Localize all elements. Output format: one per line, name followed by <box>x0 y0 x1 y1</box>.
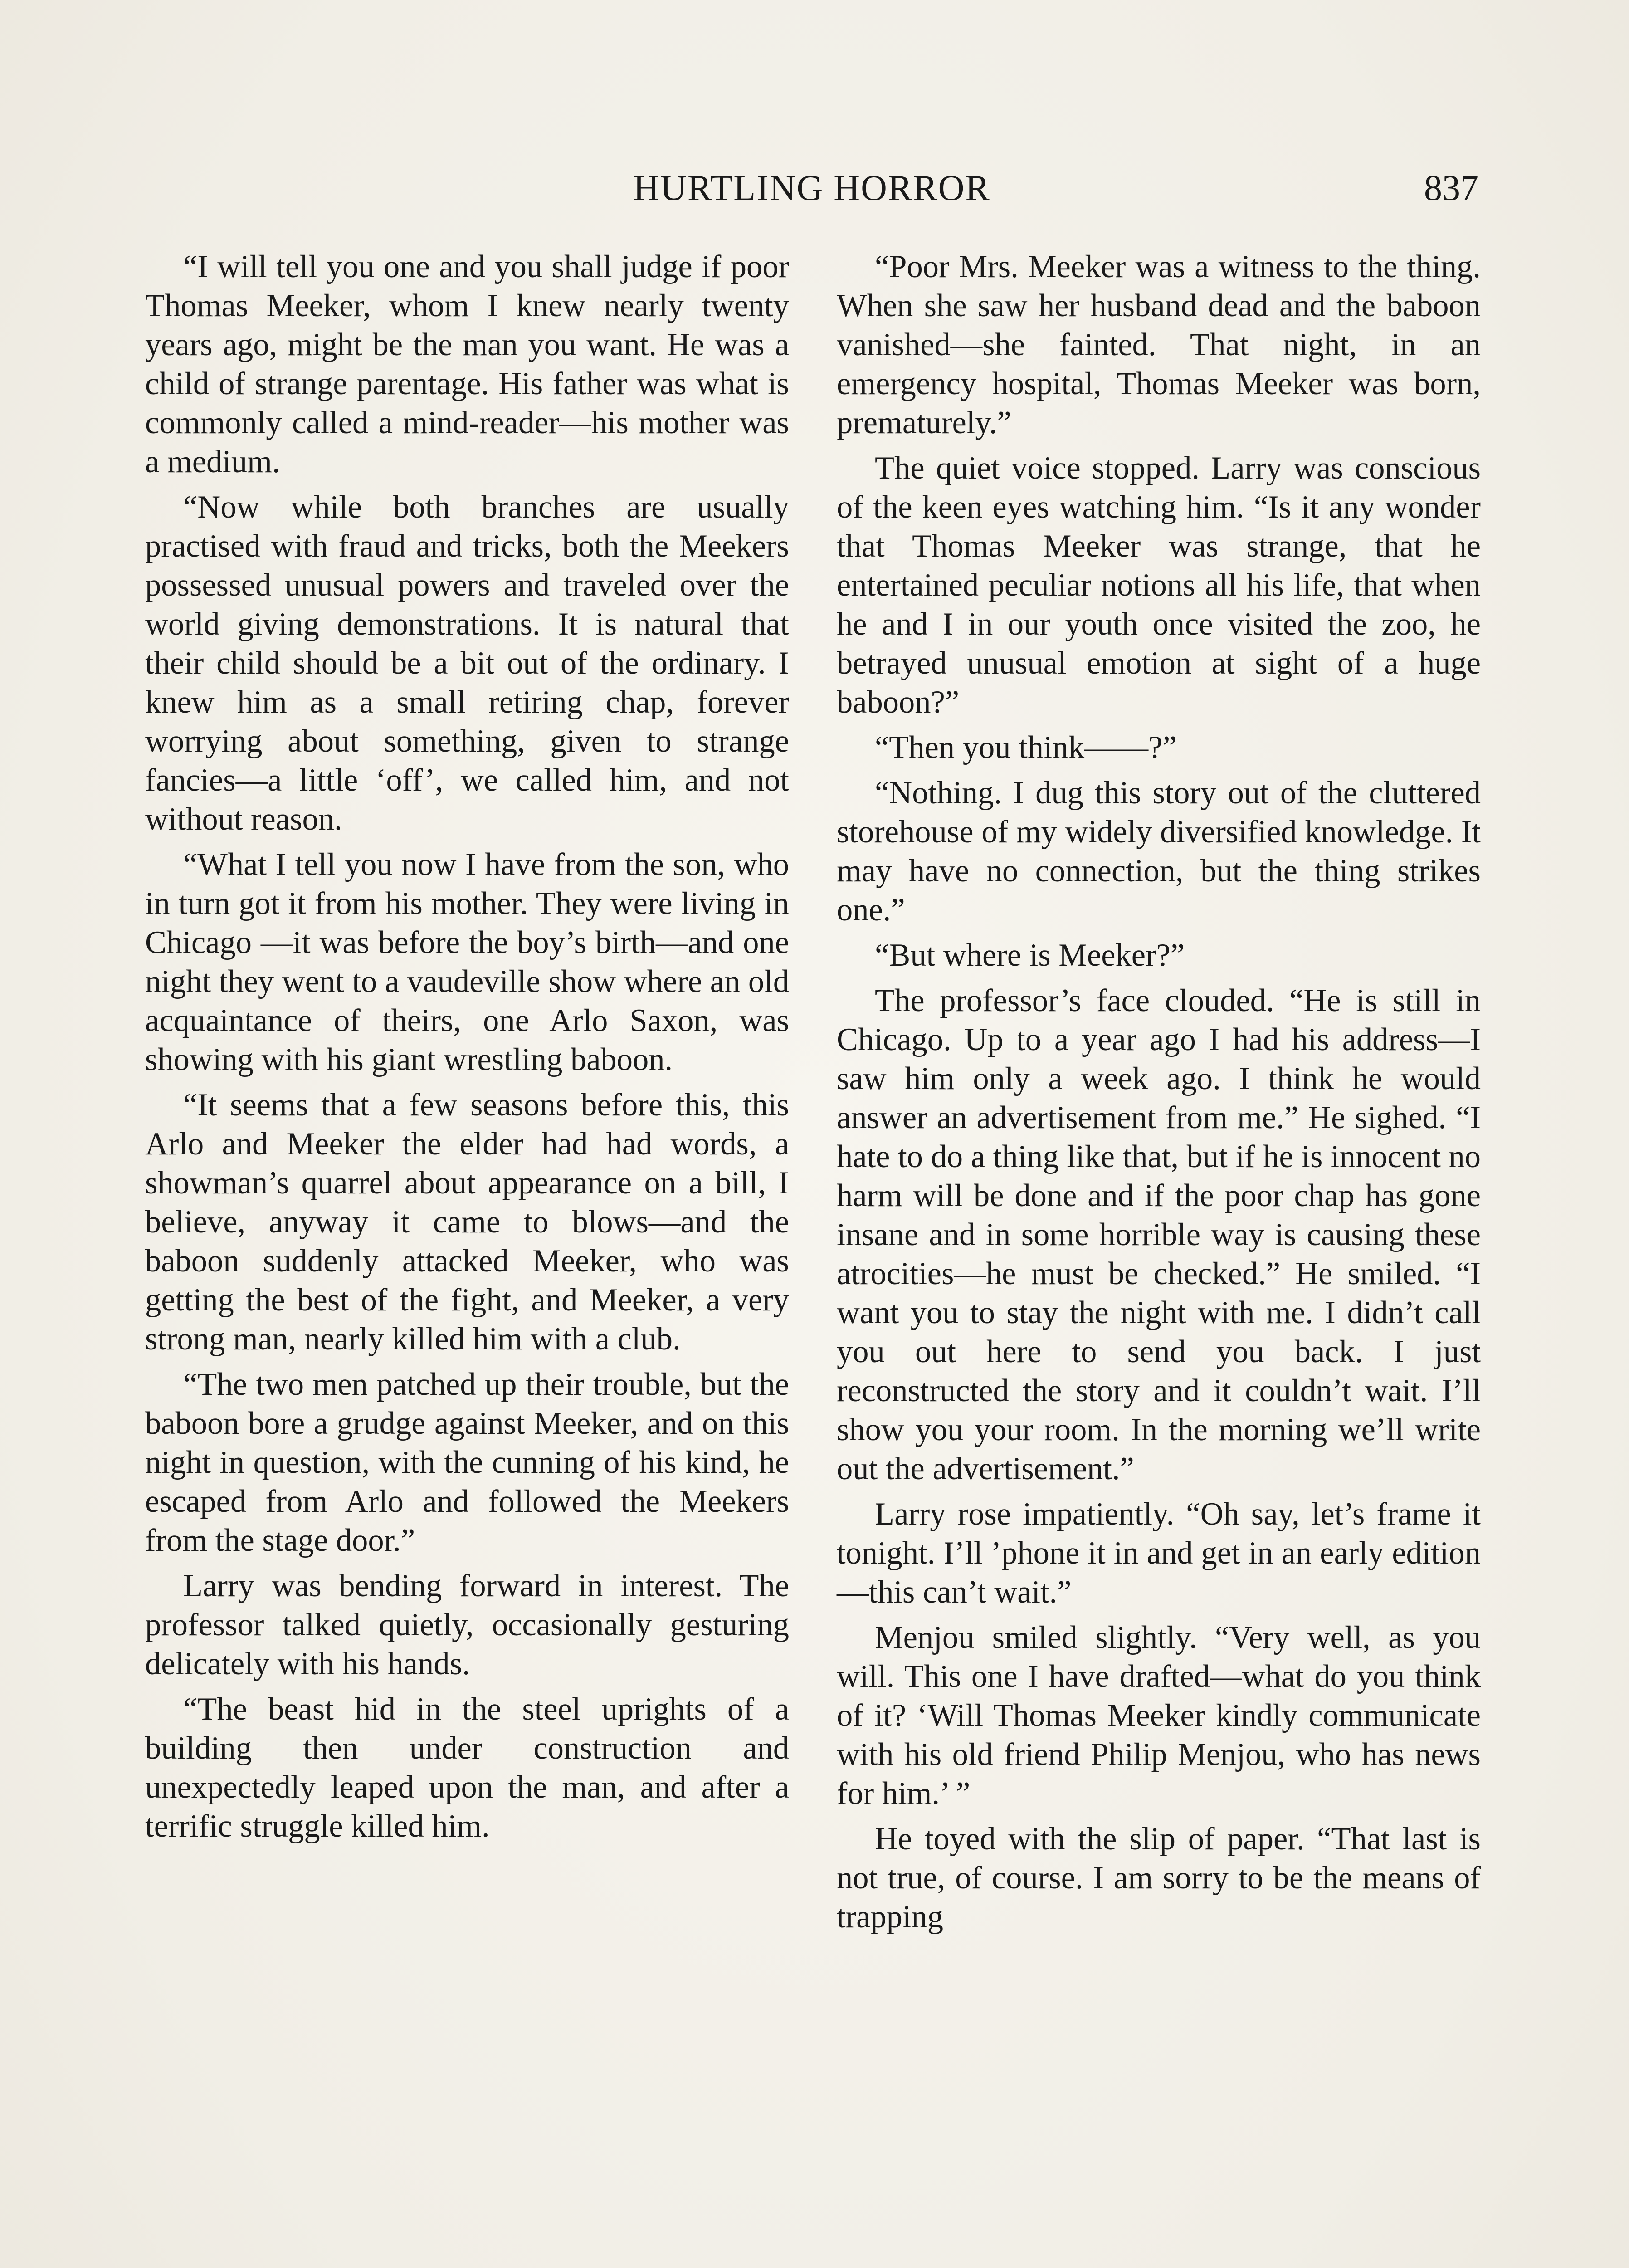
paragraph: “Then you think——?” <box>875 730 1177 765</box>
paragraph: “Nothing. I dug this story out of the cluttered storehouse of my widely diversified knowledge. It may have no connection, but the thing strikes one.” <box>837 775 1481 928</box>
paragraph: The professor’s face clouded. “He is still in Chicago. Up to a year ago I had his address—I saw him only a week ago. I think he would answer an advertisement from me.” He sighed. “I hate to do a thing like that, but if he is innocent no harm will be done and if the poor chap has gone insane and in some horrible way is causing these atrocities—he must be checked.” He smiled. “I want you to stay the night with me. I didn’t call you out here to send you back. I just reconstructed the story and it couldn’t wait. I’ll show you your room. In the morning we’ll write out the advertisement.” <box>837 983 1481 1486</box>
running-head <box>145 163 1478 213</box>
paragraph: “It seems that a few seasons before this, this Arlo and Meeker the elder had had words, a showman’s quarrel about appearance on a bill, I believe, anyway it came to blows—and the baboon suddenly attacked Meeker, who was getting the best of the fight, and Meeker, a very strong man, nearly killed him with a club. <box>145 1087 789 1357</box>
right-column <box>837 247 1481 1943</box>
paragraph: “What I tell you now I have from the son, who in turn got it from his mother. They were living in Chicago —it was before the boy’s birth—and one night they went to a vaudeville show where an old acquaintance of theirs, one Arlo Saxon, was showing with his giant wrestling baboon. <box>145 847 789 1077</box>
paragraph: “But where is Meeker?” <box>875 938 1185 973</box>
paragraph: Larry rose impatiently. “Oh say, let’s frame it tonight. I’ll ’phone it in and get in an early edition—this can’t wait.” <box>837 1496 1481 1610</box>
paragraph: “Now while both branches are usually practised with fraud and tricks, both the Meekers possessed unusual powers and traveled over the world giving demonstrations. It is natural that their child should be a bit out of the ordinary. I knew him as a small retiring chap, forever worrying about something, given to strange fancies—a little ‘off’, we called him, and not without reason. <box>145 489 789 837</box>
paragraph: He toyed with the slip of paper. “That last is not true, of course. I am sorry to be the means of trapping <box>837 1821 1481 1935</box>
paragraph: “Poor Mrs. Meeker was a witness to the thing. When she saw her husband dead and the baboon vanished—she fainted. That night, in an emergency hospital, Thomas Meeker was born, prematurely.” <box>837 249 1481 440</box>
paragraph: “The beast hid in the steel uprights of a building then under construction and unexpectedly leaped upon the man, and after a terrific struggle killed him. <box>145 1691 789 1844</box>
paragraph: Menjou smiled slightly. “Very well, as you will. This one I have drafted—what do you think of it? ‘Will Thomas Meeker kindly communicate with his old friend Philip Menjou, who has news for him.’ ” <box>837 1620 1481 1811</box>
running-title: HURTLING HORROR <box>633 168 990 208</box>
paragraph: “The two men patched up their trouble, but the baboon bore a grudge against Meeker, and on this night in question, with the cunning of his kind, he escaped from Arlo and followed the Meekers from the stage door.” <box>145 1367 789 1558</box>
paragraph: Larry was bending forward in interest. The professor talked quietly, occasionally gesturing delicately with his hands. <box>145 1568 789 1681</box>
left-column <box>145 247 789 1852</box>
page-number: 837 <box>1424 168 1478 208</box>
paragraph: “I will tell you one and you shall judge if poor Thomas Meeker, whom I knew nearly twenty years ago, might be the man you want. He was a child of strange parentage. His father was what is commonly called a mind-reader—his mother was a medium. <box>145 249 789 479</box>
paragraph: The quiet voice stopped. Larry was conscious of the keen eyes watching him. “Is it any wonder that Thomas Meeker was strange, that he entertained peculiar notions all his life, that when he and I in our youth once visited the zoo, he betrayed unusual emotion at sight of a huge baboon?” <box>837 450 1481 720</box>
